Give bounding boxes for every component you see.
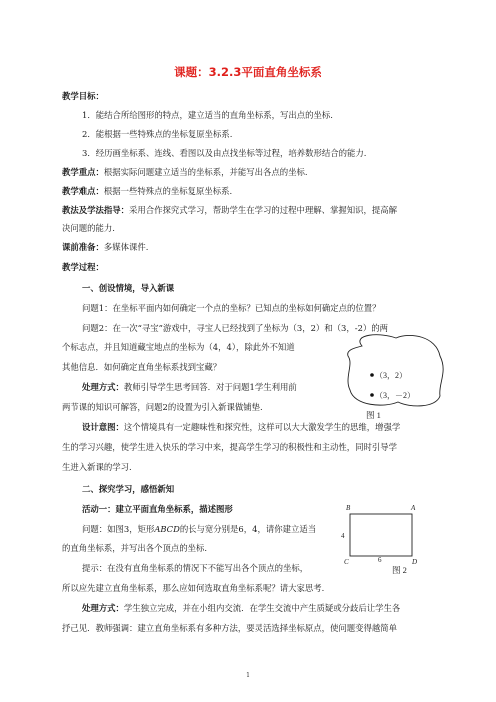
vertex-c-label: C: [344, 558, 349, 566]
section2-method-line2: 抒己见．教师强调：建立直角坐标系有多种方法，要灵活选择坐标原点，使问题变得越简单: [62, 623, 397, 633]
key-point: [62, 167, 308, 178]
prep: [62, 242, 148, 253]
prep-text: 多媒体课件.: [103, 242, 149, 252]
marker-point-b-label: （3，－2）: [375, 391, 415, 400]
activity-question-post: 的长与宽分别是6，4，请你建立适当: [179, 524, 317, 534]
section2-heading: 二、探究学习，感悟新知: [82, 484, 175, 494]
section1-intent-line1: 这个情境具有一定趣味性和探究性，这样可以大大激发学生的思维，增强学: [123, 422, 401, 432]
prep-label: 课前准备：: [62, 242, 104, 252]
height-label: 4: [341, 532, 345, 540]
method: [62, 205, 397, 216]
marker-point-a-label: （3，2）: [375, 371, 407, 380]
method-text-line2: 决问题的能力.: [62, 223, 115, 233]
rectangle-abcd: [350, 514, 412, 556]
activity-question-pre: 问题：如图3，矩形: [82, 524, 155, 534]
objective-item-2: 2．能根据一些特殊点的坐标复原坐标系.: [82, 129, 233, 139]
section1-method-label: 处理方式：: [82, 382, 124, 392]
activity-question-shape: ABCD: [154, 524, 180, 534]
method-text-line1: 采用合作探究式学习，帮助学生在学习的过程中理解、掌握知识，提高解: [129, 205, 397, 215]
marker-point-b: [370, 393, 374, 397]
figure-1-caption: 图 1: [366, 410, 381, 420]
vertex-b-label: B: [346, 504, 351, 512]
figure-2-rectangle: [336, 500, 422, 576]
marker-point-a: [370, 373, 374, 377]
section1-question-1: 问题1：在坐标平面内如何确定一个点的坐标？已知点的坐标如何确定点的位置？: [82, 303, 381, 313]
vertex-d-label: D: [412, 558, 418, 566]
section2-method-label: 处理方式：: [82, 603, 124, 613]
section1-question-2-line2: 个标志点，并且知道藏宝地点的坐标为（4，4），除此外不知道: [62, 342, 295, 352]
activity-hint-line1: 提示：在没有直角坐标系的情况下不能写出各个顶点的坐标，: [82, 563, 309, 573]
section1-intent-label: 设计意图：: [82, 422, 124, 432]
process-heading: 教学过程：: [62, 262, 104, 272]
section1-method-line1: 教师引导学生思考回答．对于问题1学生利用前: [123, 382, 297, 392]
activity-heading: 活动一：建立平面直角坐标系，描述图形: [82, 504, 233, 514]
figure-1-treasure-map: [340, 332, 450, 422]
section1-intent-line2: 生的学习兴趣，使学生进入快乐的学习中来，提高学生学习的积极性和主动性，同时引导学: [62, 442, 397, 452]
difficulty-label: 教学难点：: [62, 186, 104, 196]
objectives-heading: 教学目标：: [62, 91, 104, 101]
objective-item-3: 3．经历画坐标系、连线、看图以及由点找坐标等过程，培养数形结合的能力.: [82, 148, 367, 158]
difficulty: [62, 186, 232, 197]
activity-hint-line2: 所以应先建立直角坐标系，那么应如何选取直角坐标系呢？请大家思考.: [62, 583, 325, 593]
lesson-title: 课题：3.2.3平面直角坐标系: [174, 65, 322, 79]
key-point-label: 教学重点：: [62, 167, 104, 177]
objective-item-1: 1．能结合所给图形的特点，建立适当的直角坐标系，写出点的坐标.: [82, 110, 333, 120]
key-point-text: 根据实际问题建立适当的坐标系，并能写出各点的坐标.: [103, 167, 308, 177]
section1-heading: 一、创设情境，导入新课: [82, 283, 175, 293]
vertex-a-label: A: [411, 504, 416, 512]
activity-question-line2: 的直角坐标系，并写出各个顶点的坐标.: [62, 543, 208, 553]
difficulty-text: 根据一些特殊点的坐标复原坐标系.: [103, 186, 233, 196]
method-label: 教法及学法指导：: [62, 205, 129, 215]
page-number: 1: [246, 672, 250, 679]
section1-question-2-line3: 其他信息．如何确定直角坐标系找到宝藏？: [62, 362, 222, 372]
section2-method-line1: 学生独立完成，并在小组内交流．在学生交流中产生质疑或分歧后让学生各: [123, 603, 401, 613]
width-label: 6: [378, 556, 382, 564]
activity-question-line1: [82, 524, 316, 535]
section1-method: [82, 382, 297, 393]
section2-method: [82, 603, 400, 614]
section1-intent: [82, 422, 400, 433]
section1-intent-line3: 生进入新课的学习.: [62, 462, 132, 472]
section1-question-2-line1: 问题2：在一次“寻宝”游戏中，寻宝人已经找到了坐标为（3，2）和（3，-2）的两: [82, 323, 389, 333]
figure-2-caption: 图 2: [392, 565, 407, 575]
section1-method-line2: 两节课的知识可解答，问题2的设置为引入新课做铺垫.: [62, 402, 263, 412]
